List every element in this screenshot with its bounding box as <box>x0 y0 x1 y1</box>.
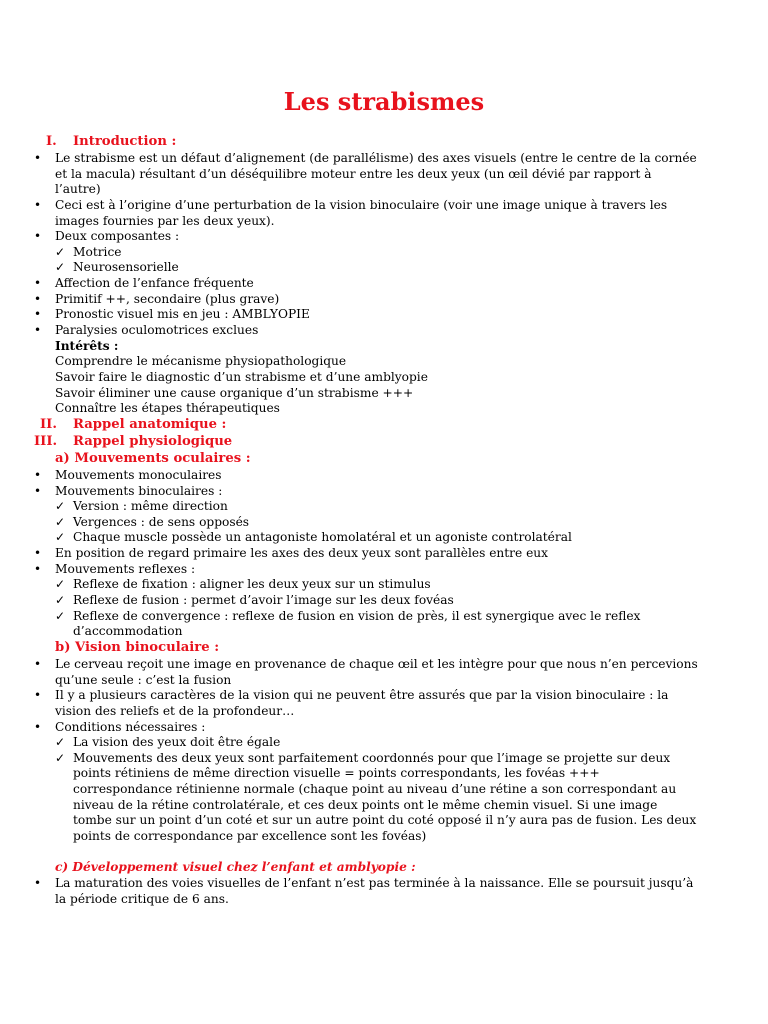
check-icon: ✓ <box>55 260 66 275</box>
section-label: Introduction : <box>73 134 177 149</box>
check-icon: ✓ <box>55 735 66 750</box>
bullet-icon: • <box>34 467 42 482</box>
list-item: • Le cerveau reçoit une image en provenance de chaque œil et les intègre pour que nous n’en percevions <box>34 656 698 671</box>
list-item: • Pronostic visuel mis en jeu : AMBLYOPIE <box>34 307 310 322</box>
list-item: • Affection de l’enfance fréquente <box>34 276 254 291</box>
bullet-icon: • <box>34 151 42 165</box>
list-item: • Mouvements reflexes : <box>34 561 196 576</box>
section-number: I. <box>46 134 57 149</box>
check-item-cont: tombe sur un point d’un coté et sur un autre point du coté opposé il n’y aura pas de fusion. Les deux <box>73 813 697 828</box>
section-heading-physiologique <box>0 434 768 451</box>
bullet-icon: • <box>34 276 42 291</box>
bullet-icon: • <box>34 546 42 561</box>
list-item-cont: l’autre) <box>55 182 101 197</box>
bullet-icon: • <box>34 483 42 498</box>
check-item: ✓ Motrice <box>55 244 122 259</box>
list-item-cont: images fournies par les deux yeux). <box>55 213 275 228</box>
section-number: II. <box>40 416 57 432</box>
subsection-heading-developpement: c) Développement visuel chez l’enfant et amblyopie : <box>55 860 416 875</box>
subsection-heading-mouvements: a) Mouvements oculaires : <box>55 450 251 466</box>
check-item-cont: points rétiniens de même direction visuelle = points correspondants, les fovéas +++ <box>73 766 600 781</box>
list-item-cont: vision des reliefs et de la profondeur… <box>55 703 295 718</box>
list-item: • Mouvements monoculaires <box>34 467 222 482</box>
check-icon: ✓ <box>55 244 66 259</box>
list-item: • Ceci est à l’origine d’une perturbation de la vision binoculaire (voir une image unique à travers les <box>34 197 668 212</box>
section-heading-anatomique <box>0 417 768 434</box>
bullet-icon: • <box>34 875 42 890</box>
page-title: Les strabismes <box>283 87 485 116</box>
list-item: • Primitif ++, secondaire (plus grave) <box>34 291 280 306</box>
check-icon: ✓ <box>55 530 66 545</box>
list-item-cont: et la macula) résultant d’un déséquilibre moteur entre les deux yeux (un œil dévié par rapport à <box>55 166 652 181</box>
section-label: Rappel physiologique <box>73 433 233 449</box>
list-item: • La maturation des voies visuelles de l’enfant n’est pas terminée à la naissance. Elle se poursuit jusqu’à <box>34 875 694 890</box>
list-item-cont: qu’une seule : c’est la fusion <box>55 672 232 687</box>
bullet-icon: • <box>34 656 42 671</box>
bullet-icon: • <box>34 197 42 212</box>
check-item-cont: d’accommodation <box>73 624 183 639</box>
list-item: • En position de regard primaire les axes des deux yeux sont parallèles entre eux <box>34 546 549 561</box>
check-item-cont: correspondance rétinienne normale (chaque point au niveau d’une rétine a son correspondant au <box>73 782 677 797</box>
bullet-icon: • <box>34 307 42 322</box>
check-item: ✓ Reflexe de fixation : aligner les deux yeux sur un stimulus <box>55 577 431 592</box>
check-item: ✓ Reflexe de fusion : permet d’avoir l’image sur les deux fovéas <box>55 593 454 608</box>
list-item: • Mouvements binoculaires : <box>34 483 223 498</box>
bullet-icon: • <box>34 291 42 306</box>
check-icon: ✓ <box>55 499 66 514</box>
list-item: • Conditions nécessaires : <box>34 719 206 734</box>
check-item: ✓ Neurosensorielle <box>55 260 179 275</box>
bullet-icon: • <box>34 688 42 703</box>
list-item: • Il y a plusieurs caractères de la vision qui ne peuvent être assurés que par la vision binoculaire : la <box>34 688 669 703</box>
check-icon: ✓ <box>55 577 66 592</box>
bullet-icon: • <box>34 323 42 338</box>
section-label: Rappel anatomique : <box>73 416 227 432</box>
interet-line: Savoir éliminer une cause organique d’un strabisme +++ <box>55 385 414 400</box>
check-item-cont: points de correspondance par excellence sont les fovéas) <box>73 828 427 843</box>
list-item: • Le strabisme est un défaut d’alignement (de parallélisme) des axes visuels (entre le centre de la cornée <box>34 151 697 165</box>
check-icon: ✓ <box>55 593 66 608</box>
check-icon: ✓ <box>55 514 66 529</box>
check-item: ✓ Chaque muscle possède un antagoniste homolatéral et un agoniste controlatéral <box>55 530 572 545</box>
subsection-heading-vision-binoculaire: b) Vision binoculaire : <box>55 639 220 655</box>
bullet-icon: • <box>34 229 42 244</box>
check-item: ✓ Reflexe de convergence : reflexe de fusion en vision de près, il est synergique avec le reflex <box>55 608 641 623</box>
list-item: • Paralysies oculomotrices exclues <box>34 323 259 338</box>
check-icon: ✓ <box>55 608 66 623</box>
bullet-icon: • <box>34 561 42 576</box>
interet-line: Savoir faire le diagnostic d’un strabisme et d’une amblyopie <box>55 369 428 384</box>
spacer <box>0 845 768 861</box>
list-item-cont: la période critique de 6 ans. <box>55 891 229 906</box>
interet-line: Connaître les étapes thérapeutiques <box>55 401 280 416</box>
document-body <box>0 134 768 907</box>
check-icon: ✓ <box>55 750 66 765</box>
check-item: ✓ La vision des yeux doit être égale <box>55 735 281 750</box>
check-item: ✓ Mouvements des deux yeux sont parfaitement coordonnés pour que l’image se projette sur deux <box>55 750 671 765</box>
section-heading-introduction <box>0 134 768 151</box>
check-item-cont: niveau de la rétine controlatérale, et ces deux points ont le même chemin visuel. Si une image <box>73 797 658 812</box>
bullet-icon: • <box>34 719 42 734</box>
interet-line: Comprendre le mécanisme physiopathologique <box>55 354 347 369</box>
check-item: ✓ Vergences : de sens opposés <box>55 514 250 529</box>
check-item: ✓ Version : même direction <box>55 499 228 514</box>
list-item: • Deux composantes : <box>34 229 180 244</box>
interets-label: Intérêts : <box>55 338 119 353</box>
section-number: III. <box>34 433 58 449</box>
